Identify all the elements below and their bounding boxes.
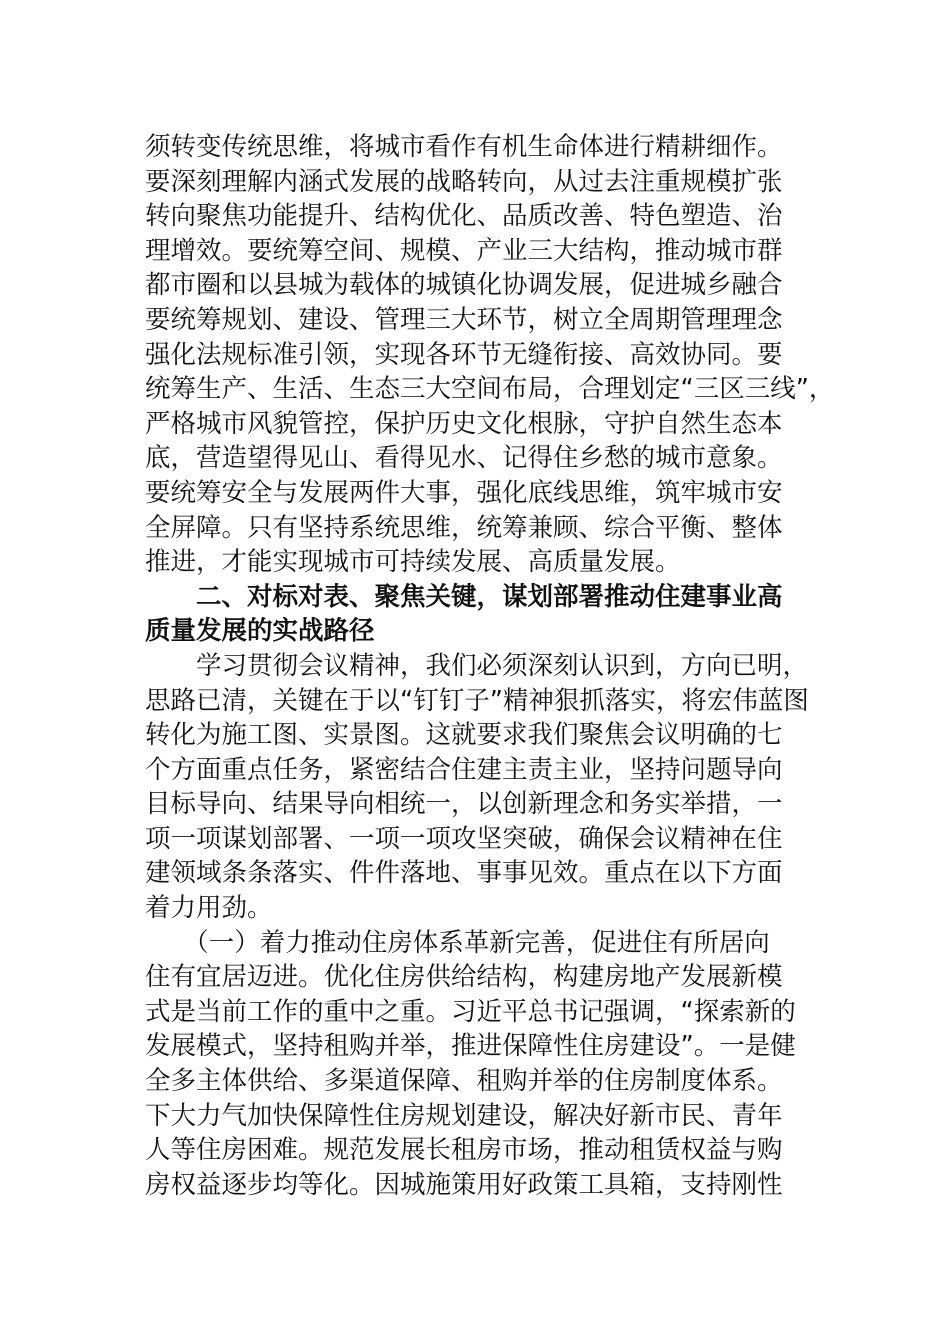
text-line: 目标导向、结果导向相统一，以创新理念和务实举措，一: [145, 789, 783, 820]
text-line: 全多主体供给、多渠道保障、租购并举的住房制度体系。: [145, 1066, 783, 1097]
text-line: 全屏障。只有坚持系统思维，统筹兼顾、综合平衡、整体: [145, 512, 783, 543]
text-line: 式是当前工作的重中之重。习近平总书记强调，“探索新的: [145, 996, 796, 1027]
text-line: 学习贯彻会议精神，我们必须深刻认识到，方向已明，: [145, 650, 809, 681]
text-line: 转向聚焦功能提升、结构优化、品质改善、特色塑造、治: [145, 201, 783, 232]
text-line: 着力用劲。: [145, 893, 273, 924]
text-line: 须转变传统思维，将城市看作有机生命体进行精耕细作。: [145, 132, 783, 162]
text-line: 下大力气加快保障性住房规划建设，解决好新市民、青年: [145, 1100, 783, 1131]
text-line: 推进，才能实现城市可持续发展、高质量发展。: [145, 547, 681, 578]
text-line: 统筹生产、生活、生态三大空间布局，合理划定“三区三线”，: [145, 374, 835, 405]
text-line: 发展模式，坚持租购并举，推进保障性住房建设”。一是健: [145, 1031, 796, 1062]
text-line: 建领域条条落实、件件落地、事事见效。重点在以下方面: [145, 858, 783, 889]
text-line: 强化法规标准引领，实现各环节无缝衔接、高效协同。要: [145, 339, 783, 370]
text-line: 底，营造望得见山、看得见水、记得住乡愁的城市意象。: [145, 443, 783, 474]
text-line: 都市圈和以县城为载体的城镇化协调发展，促进城乡融合: [145, 270, 783, 301]
text-line: 项一项谋划部署、一项一项攻坚突破，确保会议精神在住: [145, 823, 783, 854]
text-line: 人等住房困难。规范发展长租房市场，推动租赁权益与购: [145, 1135, 783, 1166]
text-line: 房权益逐步均等化。因城施策用好政策工具箱，支持刚性: [145, 1169, 783, 1200]
text-line: （一）着力推动住房体系革新完善，促进住有所居向: [145, 927, 770, 958]
text-line: 要统筹安全与发展两件大事，强化底线思维，筑牢城市安: [145, 477, 783, 508]
text-line: 住有宜居迈进。优化住房供给结构，构建房地产发展新模: [145, 962, 783, 993]
text-line: 转化为施工图、实景图。这就要求我们聚焦会议明确的七: [145, 720, 783, 751]
section-heading-line: 二、对标对表、聚焦关键，谋划部署推动住建事业高: [145, 581, 783, 612]
text-line: 思路已清，关键在于以“钉钉子”精神狠抓落实，将宏伟蓝图: [145, 685, 809, 716]
text-line: 个方面重点任务，紧密结合住建主责主业，坚持问题导向: [145, 754, 783, 785]
section-heading-line: 质量发展的实战路径: [145, 616, 375, 647]
text-line: 要深刻理解内涵式发展的战略转向，从过去注重规模扩张: [145, 166, 783, 197]
text-line: 理增效。要统筹空间、规模、产业三大结构，推动城市群: [145, 235, 783, 266]
body-text: [145, 130, 835, 1202]
text-line: 严格城市风貌管控，保护历史文化根脉，守护自然生态本: [145, 408, 783, 439]
text-line: 要统筹规划、建设、管理三大环节，树立全周期管理理念: [145, 304, 783, 335]
